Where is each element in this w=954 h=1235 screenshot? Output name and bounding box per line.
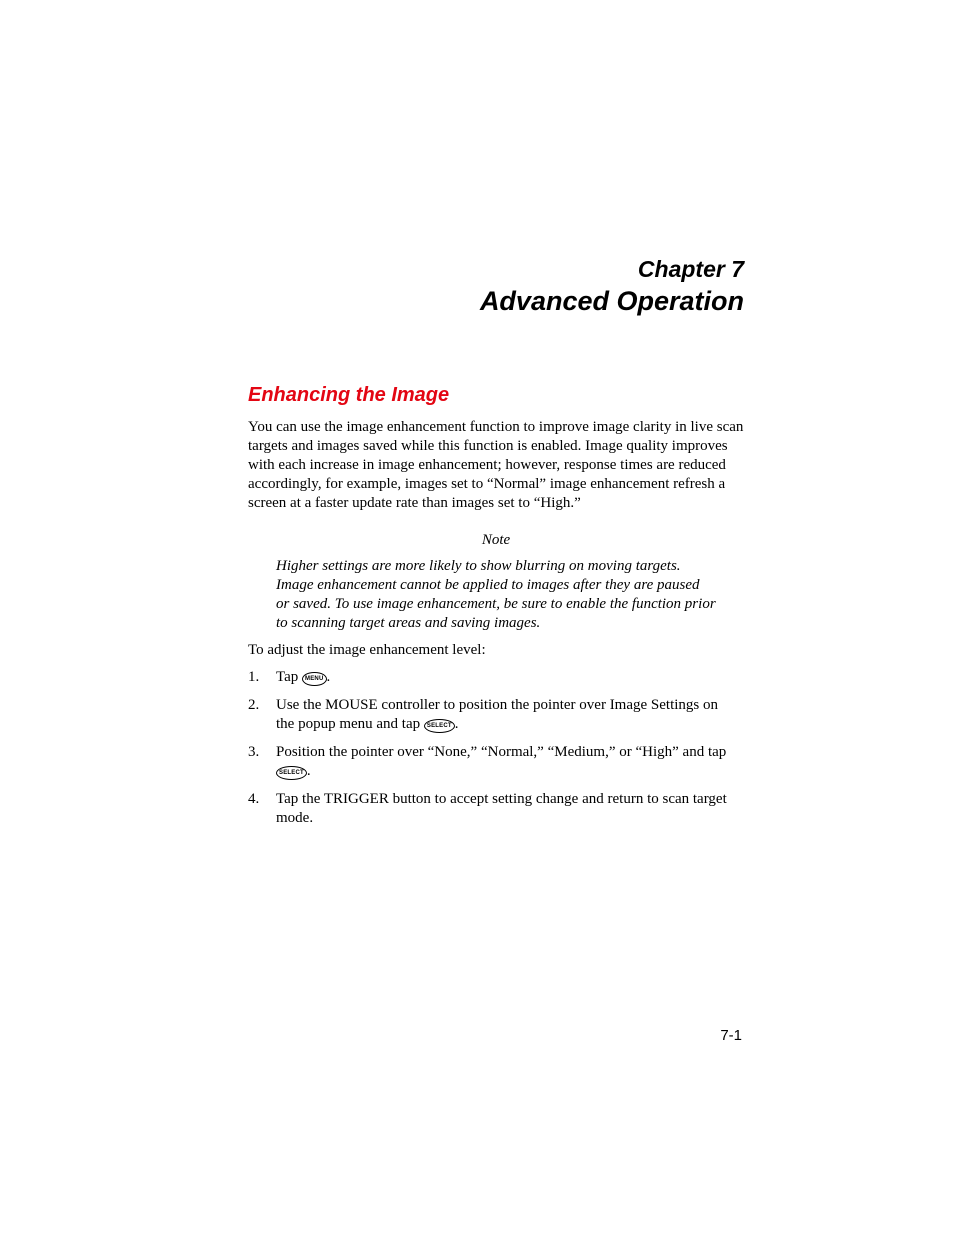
step-text-after: . <box>326 669 331 685</box>
body-paragraph: You can use the image enhancement function to improve image clarity in live scan targets and images saved while this function is enabled. Image quality improves with each increase in image enhancement; however, response times are reduced accordingly, for example, images set to “Normal” image enhancement refresh a screen at a faster update rate than images set to “High.” <box>248 419 744 511</box>
step-text-before: Position the pointer over “None,” “Normal,” “Medium,” or “High” and tap <box>276 744 727 760</box>
step-number: 1. <box>248 669 260 685</box>
step-number: 3. <box>248 744 260 760</box>
select-key-icon: SELECT <box>276 766 307 780</box>
section-heading: Enhancing the Image <box>248 384 450 406</box>
select-key-icon: SELECT <box>424 719 455 733</box>
page-number: 7-1 <box>720 1027 742 1044</box>
menu-key-icon: MENU <box>302 672 326 686</box>
note-label: Note <box>481 532 511 548</box>
chapter-number: Chapter 7 <box>637 256 744 282</box>
chapter-title: Advanced Operation <box>479 286 744 316</box>
step-number: 4. <box>248 791 260 807</box>
step-text-after: . <box>454 716 459 732</box>
step-text-before: Tap <box>276 669 303 685</box>
step-number: 2. <box>248 697 260 713</box>
step-text <box>276 668 738 687</box>
step-text: Tap the TRIGGER button to accept setting change and return to scan target mode. <box>276 791 727 826</box>
step-text <box>276 743 738 781</box>
step-text-after: . <box>306 763 311 779</box>
step-text <box>276 696 738 734</box>
steps-intro: To adjust the image enhancement level: <box>248 642 486 658</box>
step-text-before: Use the MOUSE controller to position the pointer over Image Settings on the popup menu and tap <box>276 697 719 732</box>
note-text: Higher settings are more likely to show blurring on moving targets. Image enhancement cannot be applied to images after they are paused or saved. To use image enhancement, be sure to enable the function prior to scanning target areas and saving images. <box>276 558 716 631</box>
